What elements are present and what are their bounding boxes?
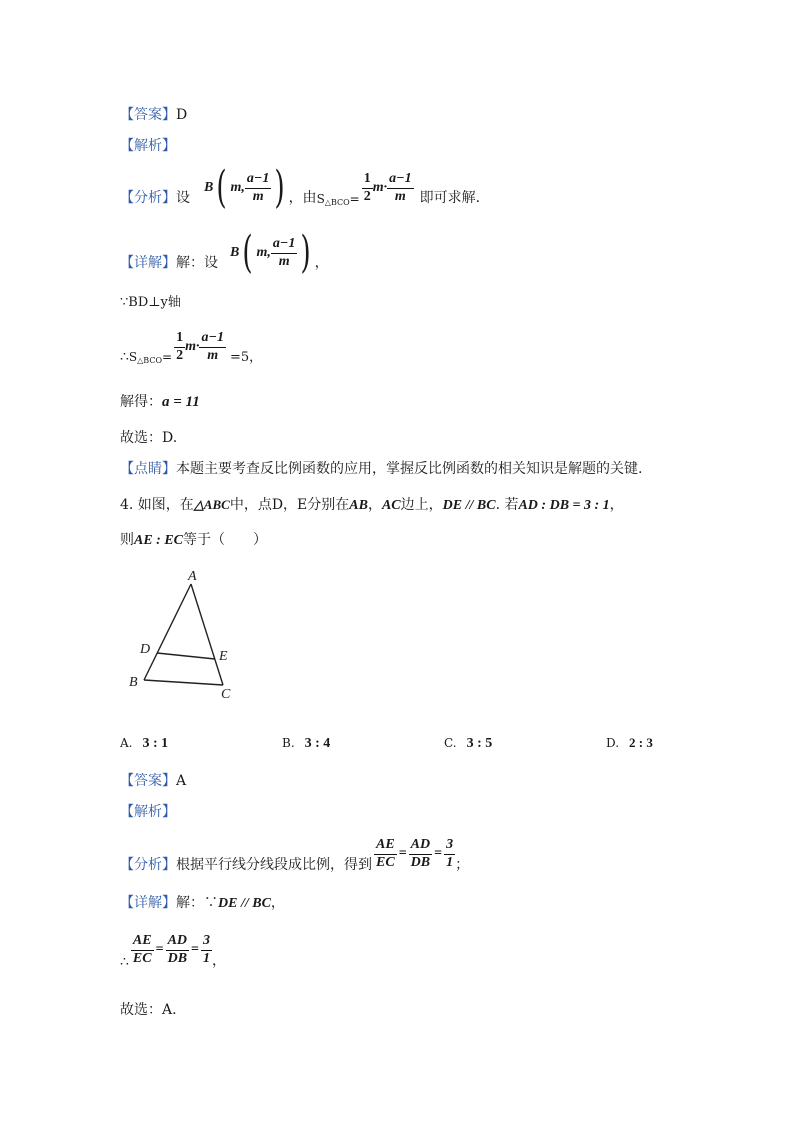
frac-ae-ec <box>374 838 397 870</box>
frac-3-1-2 <box>201 934 212 966</box>
answer-tag: 【答案】 <box>120 107 176 123</box>
stem-mid2: 边上， <box>400 497 443 513</box>
option-a-letter: A. <box>120 736 133 750</box>
area-frac-num-2: a−1 <box>199 331 225 348</box>
q4-fenxi-tag: 【分析】 <box>120 857 176 873</box>
option-a[interactable] <box>120 735 168 752</box>
frac-db-2: DB <box>167 950 188 966</box>
option-d-value: 2 : 3 <box>629 735 653 750</box>
frac-ad: AD <box>409 838 432 855</box>
therefore: ∴ <box>120 349 129 365</box>
semicolon: ； <box>455 857 470 873</box>
option-c-letter: C. <box>444 736 457 750</box>
ratio-equation-2 <box>131 934 212 966</box>
stem-ratio: AD : DB = 3 : 1 <box>518 498 610 513</box>
frac-den-2: m <box>278 253 290 269</box>
stem-triangle: △ABC <box>193 497 230 512</box>
half-fraction <box>362 172 373 204</box>
area-sub-2: △BCO <box>137 356 163 365</box>
q4-stem-line2 <box>120 529 267 549</box>
half-num: 1 <box>362 172 373 189</box>
fenxi-tag: 【分析】 <box>120 190 176 206</box>
point-b-2: B <box>230 245 240 260</box>
q3-fenxi-line <box>120 162 481 213</box>
q3-analysis-tag: 【解析】 <box>120 138 176 154</box>
area-expr-2 <box>174 331 226 363</box>
label-d: D <box>140 642 151 657</box>
coord-fraction <box>245 172 271 204</box>
option-c-value: 3 : 5 <box>466 736 493 751</box>
half-den-2: 2 <box>176 347 184 363</box>
fenxi-set: 设 <box>176 190 190 206</box>
area-sub: △BCO <box>324 198 350 207</box>
area-frac-num: a−1 <box>387 172 413 189</box>
frac-db: DB <box>410 854 431 870</box>
line2-prefix: 则 <box>120 532 134 548</box>
frac-ad-db-2 <box>166 934 189 966</box>
area-label <box>317 192 360 207</box>
m-dot: m· <box>372 180 388 195</box>
solve-prefix: 解得： <box>120 394 162 410</box>
side-bc <box>144 680 223 685</box>
triangle-lines <box>144 584 223 685</box>
ratio-equation <box>374 838 455 870</box>
equals-3: = <box>155 942 164 957</box>
frac-ec-2: EC <box>132 950 152 966</box>
frac-ad-2: AD <box>166 934 189 951</box>
frac-1: 1 <box>446 854 454 870</box>
q4-stem-line1 <box>120 494 624 514</box>
right-paren: ) <box>274 162 286 213</box>
frac-3-1 <box>444 838 455 870</box>
q4-xiangjie-line <box>120 892 285 912</box>
point-b-expr-2 <box>230 227 315 278</box>
option-d[interactable] <box>606 735 653 751</box>
point-b: B <box>204 180 214 195</box>
side-ac <box>191 584 223 685</box>
side-ab <box>144 584 191 680</box>
area-frac-den: m <box>394 188 406 204</box>
triangle-figure <box>120 560 250 710</box>
frac-ae-ec-2 <box>131 934 154 966</box>
q4-answer-value: A <box>176 773 187 789</box>
q4-therefore-line <box>120 928 226 972</box>
solve-line <box>120 391 200 411</box>
stem-ac: AC <box>381 498 401 513</box>
right-paren-2: ) <box>300 227 312 278</box>
option-b-letter: B. <box>282 736 295 750</box>
q4-comma-2: ， <box>212 953 227 969</box>
coord-fraction-2 <box>271 237 297 269</box>
frac-ec: EC <box>376 854 395 870</box>
coord-m: m, <box>230 180 245 195</box>
equals-2: = <box>434 846 443 861</box>
area-expr <box>362 172 414 204</box>
solve-value: a = 11 <box>162 394 200 410</box>
area-s: S <box>316 192 325 206</box>
point-b-expr <box>204 162 289 213</box>
eq-2: = <box>162 350 173 364</box>
q3-xiangjie-line <box>120 227 329 278</box>
stem-mid1: 中，点D，E分别在 <box>229 497 350 513</box>
frac-ae-2: AE <box>131 934 154 951</box>
q4-answer-tag: 【答案】 <box>120 773 176 789</box>
answer-value: D <box>176 107 188 123</box>
stem-de-bc: DE // BC <box>442 498 496 513</box>
label-a: A <box>188 569 197 584</box>
frac-den: m <box>252 188 264 204</box>
left-paren: ( <box>216 162 228 213</box>
xiangjie-tag: 【详解】 <box>120 255 176 271</box>
q3-therefore-line <box>120 325 262 369</box>
fenxi-end: 即可求解. <box>419 190 481 206</box>
option-c[interactable] <box>444 735 492 752</box>
q3-answer-line <box>120 104 187 124</box>
stem-mid3: . 若 <box>495 497 519 513</box>
option-b[interactable] <box>282 735 330 752</box>
therefore-area <box>120 349 172 365</box>
eq: = <box>349 192 360 206</box>
label-c: C <box>221 687 231 702</box>
comma-by: ，由 <box>288 190 317 206</box>
q4-xiangjie-text: 解： <box>176 895 204 911</box>
q4-fenxi-line <box>120 832 469 876</box>
area-fraction <box>387 172 413 204</box>
equals-4: = <box>191 942 200 957</box>
half-fraction-2 <box>174 331 185 363</box>
q4-therefore: ∴ <box>120 954 129 970</box>
frac-1-2: 1 <box>203 950 211 966</box>
q3-choose: 故选：D. <box>120 430 178 446</box>
option-b-value: 3 : 4 <box>304 736 331 751</box>
frac-num-2: a−1 <box>271 237 297 254</box>
frac-ad-db <box>409 838 432 870</box>
because-line: ∵BD⊥y轴 <box>120 295 181 310</box>
dianjing-text: 本题主要考查反比例函数的应用，掌握反比例函数的相关知识是解题的关键. <box>176 461 643 477</box>
eq-5: =5， <box>229 350 263 365</box>
half-den: 2 <box>363 188 371 204</box>
area-fraction-2 <box>199 331 225 363</box>
q3-dianjing-line <box>120 458 642 478</box>
q4-because: ∵ <box>204 895 218 911</box>
frac-ae: AE <box>374 838 397 855</box>
dianjing-tag: 【点睛】 <box>120 461 176 477</box>
frac-3-2: 3 <box>201 934 212 951</box>
q4-choose: 故选：A. <box>120 1002 177 1018</box>
q4-comma: ， <box>270 895 285 911</box>
frac-3: 3 <box>444 838 455 855</box>
coord-m-2: m, <box>256 245 271 260</box>
option-a-value: 3 : 1 <box>142 736 169 751</box>
label-e: E <box>219 649 228 664</box>
q4-xiangjie-tag: 【详解】 <box>120 895 176 911</box>
line2-ae-ec: AE : EC <box>134 533 184 548</box>
segment-de <box>157 653 215 659</box>
area-frac-den-2: m <box>207 347 219 363</box>
stem-prefix: 4. 如图，在 <box>120 497 194 513</box>
option-d-letter: D. <box>606 736 620 750</box>
stem-ab: AB <box>349 498 368 513</box>
q4-analysis-tag: 【解析】 <box>120 804 176 820</box>
label-b: B <box>129 675 138 690</box>
equals-1: = <box>398 846 407 861</box>
xiangjie-set: 解：设 <box>176 255 218 271</box>
left-paren-2: ( <box>242 227 254 278</box>
q4-fenxi-text: 根据平行线分线段成比例，得到 <box>176 857 372 873</box>
area-s-2: S <box>128 350 138 364</box>
half-num-2: 1 <box>174 331 185 348</box>
stem-end: ， <box>609 497 624 513</box>
q4-de-bc: DE // BC <box>218 896 271 911</box>
line2-suffix: 等于（ ） <box>183 532 268 548</box>
m-dot-2: m· <box>185 339 200 354</box>
comma: ， <box>314 255 329 271</box>
q4-answer-line <box>120 770 186 790</box>
frac-num: a−1 <box>245 172 271 189</box>
stem-comma: ， <box>367 497 382 513</box>
